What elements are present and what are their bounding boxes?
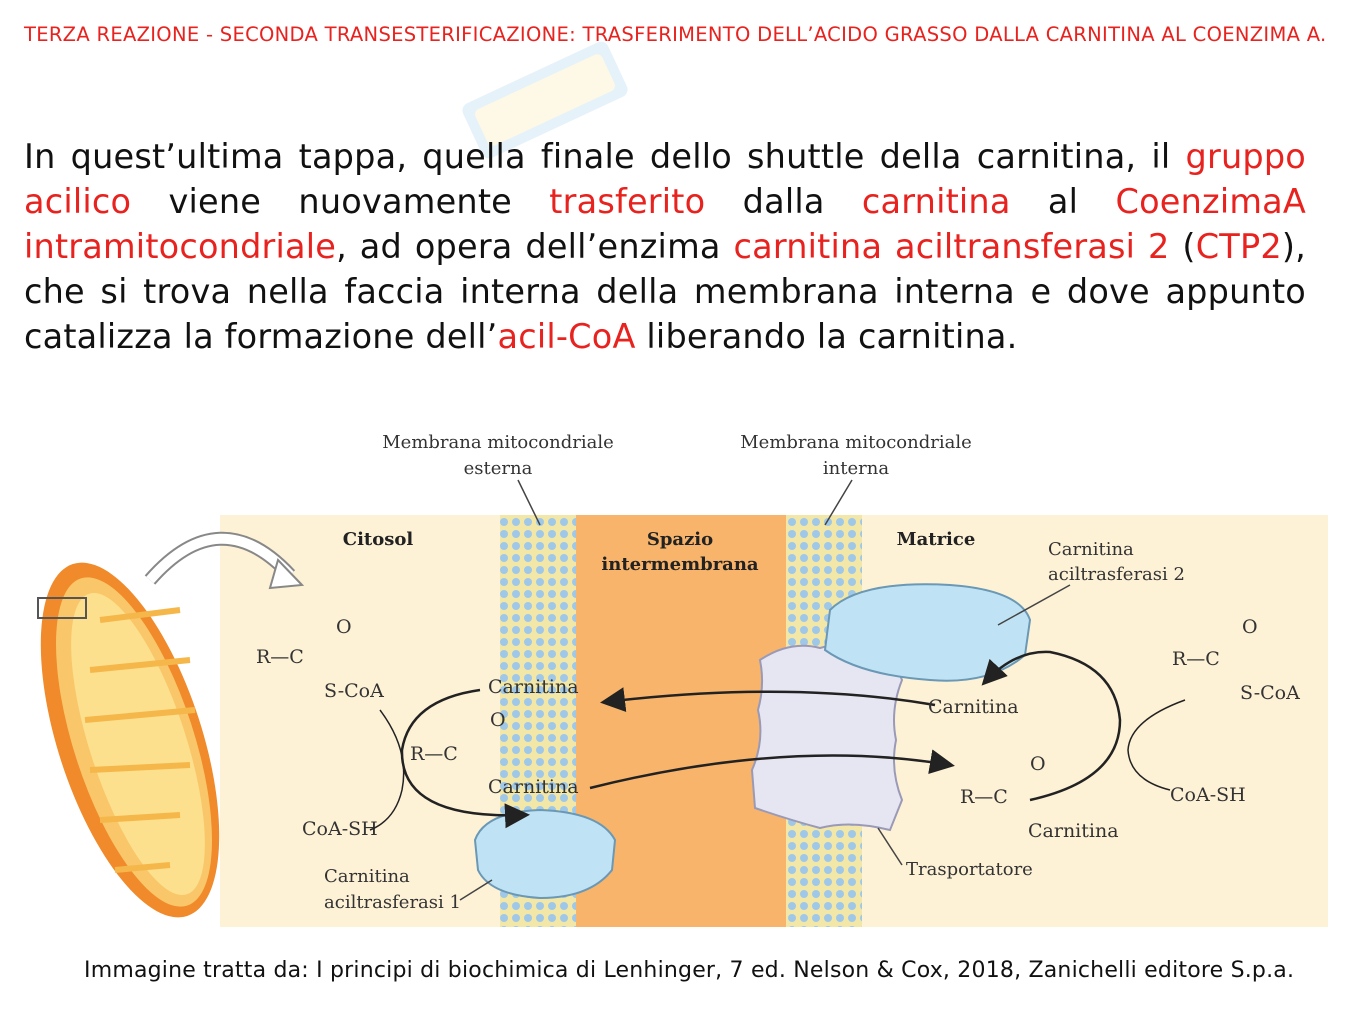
- mat-product-rc: R—C: [1172, 648, 1220, 670]
- carnitine-shuttle-figure: [30, 420, 1330, 935]
- cyt-coash: CoA-SH: [302, 818, 378, 840]
- inner-membrane-label-2: interna: [822, 458, 890, 479]
- cyt-acyl-scoa: S-CoA: [324, 680, 384, 702]
- cat1-label-2: aciltrasferasi 1: [324, 892, 461, 913]
- cat2-enzyme: [825, 584, 1030, 680]
- intermembrane-label-2: intermembrana: [601, 554, 759, 575]
- intermembrane-label: Spazio: [646, 529, 714, 550]
- cat2-label-2: aciltrasferasi 2: [1048, 564, 1185, 585]
- mat-carnitina-free: Carnitina: [928, 696, 1019, 718]
- cytosol-label: Citosol: [342, 529, 414, 550]
- mat-coash: CoA-SH: [1170, 784, 1246, 806]
- cyt-acyl-o: O: [336, 616, 352, 638]
- mat-acyl-carnitina: Carnitina: [1028, 820, 1119, 842]
- cyt-carnitina-free: Carnitina: [488, 676, 579, 698]
- transporter-label: Trasportatore: [906, 859, 1033, 880]
- ims-acyl-rc: R—C: [410, 743, 458, 765]
- cat2-label: Carnitina: [1048, 539, 1134, 560]
- inner-membrane-label: Membrana mitocondriale: [740, 432, 972, 453]
- outer-membrane-label-2: esterna: [463, 458, 533, 479]
- cat1-label: Carnitina: [324, 866, 410, 887]
- body-paragraph: In quest’ultima tappa, quella finale dello shuttle della carnitina, il gruppo acilico viene nuovamente trasferito dalla carnitina al CoenzimaA intramitocondriale, ad opera dell’enzima carnitina aciltransferasi 2 (CTP2), che si trova nella faccia interna della membrana interna e dove appunto catalizza la formazione dell’acil-CoA liberando la carnitina.: [24, 137, 1306, 356]
- mat-product-scoa: S-CoA: [1240, 682, 1300, 704]
- ims-acyl-carnitina: Carnitina: [488, 776, 579, 798]
- cat1-enzyme: [475, 810, 615, 898]
- mat-acyl-o: O: [1030, 753, 1046, 775]
- slide-heading: TERZA REAZIONE - SECONDA TRANSESTERIFICAZIONE: TRASFERIMENTO DELL’ACIDO GRASSO DALLA CARNITINA AL COENZIMA A.: [24, 23, 1327, 46]
- cyt-acyl-rc: R—C: [256, 646, 304, 668]
- image-credit: Immagine tratta da: I principi di biochimica di Lenhinger, 7 ed. Nelson & Cox, 2018, Zanichelli editore S.p.a.: [84, 958, 1295, 983]
- mat-product-o: O: [1242, 616, 1258, 638]
- matrix-label: Matrice: [896, 529, 976, 550]
- ims-acyl-o: O: [490, 709, 506, 731]
- mat-acyl-rc: R—C: [960, 786, 1008, 808]
- outer-membrane-label: Membrana mitocondriale: [382, 432, 614, 453]
